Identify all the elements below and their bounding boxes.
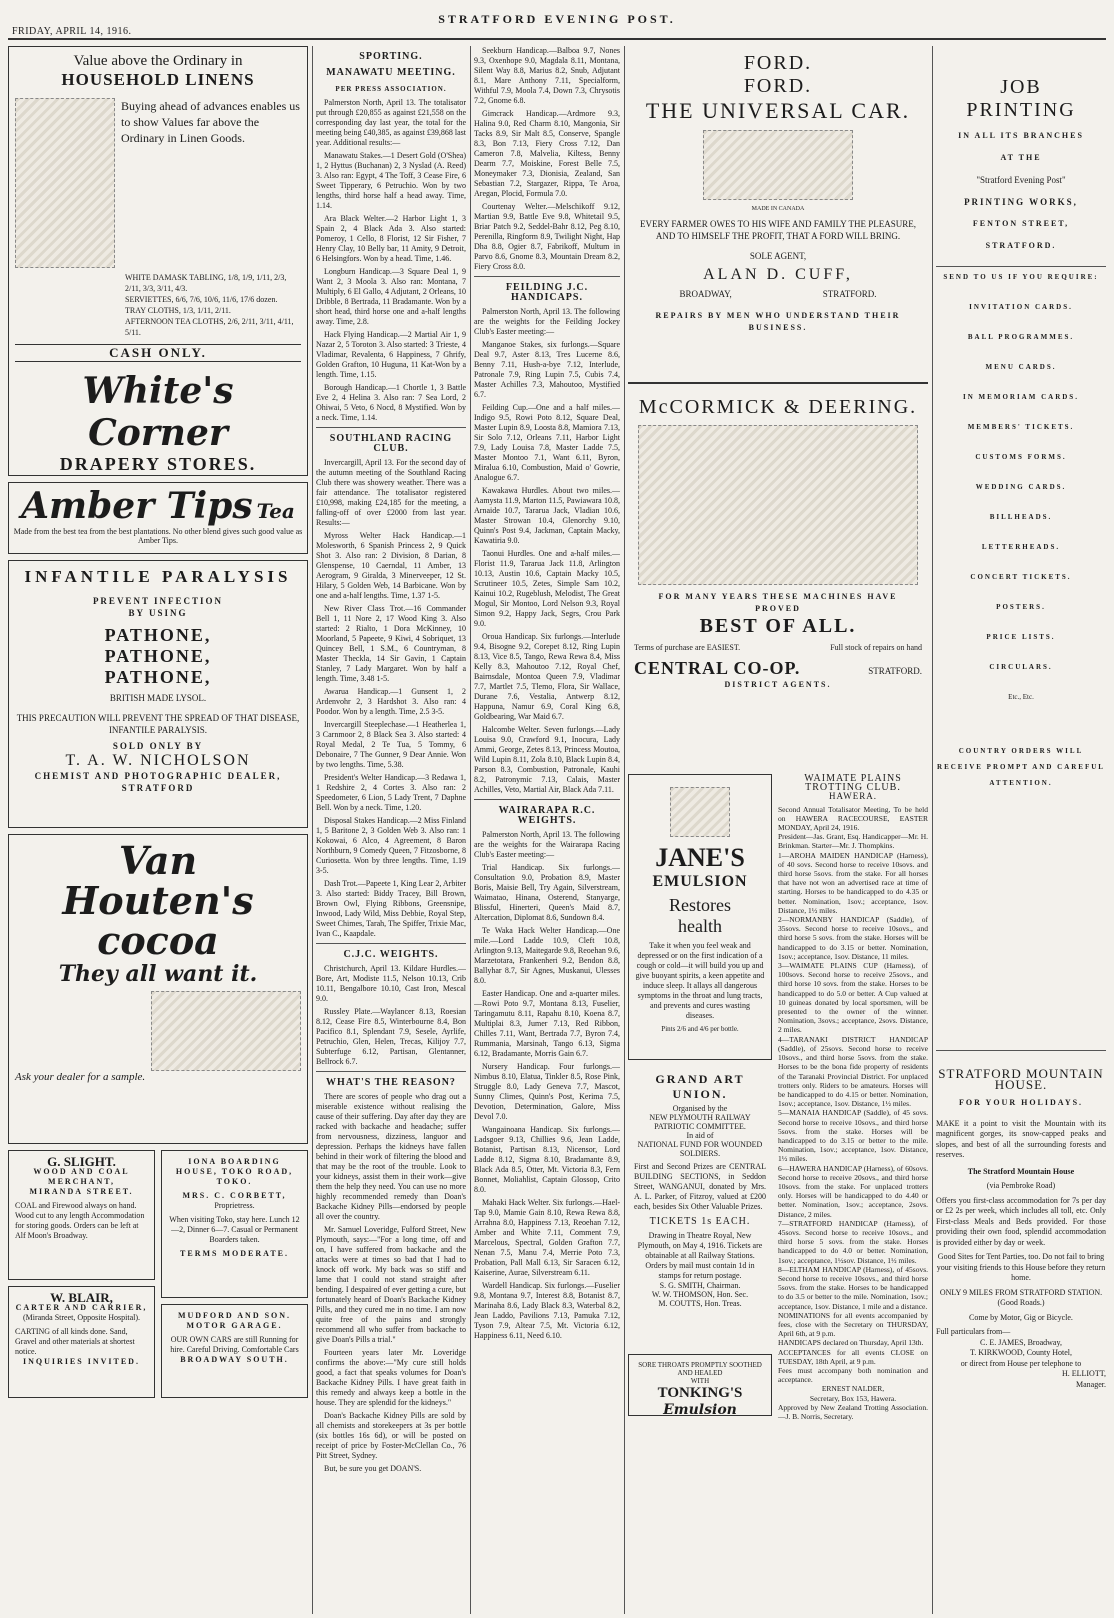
brand-line: JANE'S [655, 843, 745, 872]
ad-line: PREVENT INFECTION [92, 596, 224, 606]
image-caption: MADE IN CANADA [751, 206, 805, 212]
ad-footer: Ask your dealer for a sample. [15, 1071, 146, 1083]
article-paragraph: Palmerston North, April 13. The totalisator put through £20,855 as against £21,558 on the corresponding day last year, the total for the meeting being £40,385, as against £39,868 last year. Additional results:— [316, 98, 466, 147]
ad-g-slight [8, 1150, 155, 1280]
article-paragraph: Wangainoana Handicap. Six furlongs.—Ladsgoer 9.13, Chillies 9.6, Jean Ladde, Botanist, Partisan 8.13, Nicensor, Lord Ladde 8.12, Sigma 8.10, Bradamante 8.9, Black Ada 8.5, Otter, Mt. Victoria 8.3, Fern Bonnet, Moliahlist, Captain Glossop, Crito 8.0. [474, 1125, 620, 1194]
race-item: 3—WAIMATE PLAINS CUP (Harness), of 100sovs. Second horse to receive 25sovs., and third horse 10 sovs. from the stake. Horses to be handicapped to do 5.0 or better. A Cup valued at 10 guineas donated by local sportsmen, will be presented to the owner of the winner. Nomination, 3sovs.; acceptance, 2sovs. Distance, 2 miles. [778, 961, 928, 1035]
ad-title: JOB [1000, 76, 1042, 98]
ad-line: AT THE [1000, 153, 1042, 162]
column-sporting [316, 46, 466, 1614]
ad-title: Value above the Ordinary in [73, 53, 243, 69]
service-item: MENU CARDS. [985, 363, 1057, 371]
ad-body: Drawing in Theatre Royal, New Plymouth, on May 4, 1916. Tickets are obtainable at all Railway Stations. Orders by mail must contain 1d in stamps for return postage. [637, 1231, 763, 1280]
article-paragraph: But, be sure you get DOAN'S. [324, 1464, 422, 1473]
article-paragraph: Gimcrack Handicap.—Ardmore 9.3, Halina 9.0, Red Charm 8.10, Mangonia, Sir Tacks 8.9, Sir Malt 8.5, Conserve, Spangle 8.3, Bon 7.13, Fiery Cross 7.12, Dan Cameron 7.8, Malvelia, Kiltess, Benny Dearm 7.7, Moiskine, Forest Belle 7.5, Moneymaker 7.3, Dionisia, Zealand, San Sebastian 7.2, Stargazer, Rippa, Te Aroa, Aregan, Plocid, Formula 7.0. [474, 109, 620, 198]
agent-town: STRATFORD. [868, 666, 922, 676]
ad-price: TICKETS 1s EACH. [649, 1216, 751, 1227]
column-rule [624, 46, 625, 1614]
article-paragraph: Longburn Handicap.—3 Square Deal 1, 9 Want 2, 3 Moola 3. Also ran: Montana, 7 Multiply, 6 El Gallo, 4 Adjutant, 2 Orleans, 10 Dribble, 8 Bertrada, 11 Bradamante. Won by a short head, third horse one and a-half lengths away. Time, 2.8. [316, 267, 466, 326]
race-item: 6—HAWERA HANDICAP (Harness), of 60sovs. Second horse to receive 20sovs., and third horse 10sovs. from the stake. For unplaced trotters only. Horses will be handicapped to do 4.40 or better. Nomination, 1sov.; acceptance, 2sovs. Distance, 2 miles. [778, 1163, 928, 1219]
ad-paragraph: HANDICAPS declared on Thursday, April 13th. [778, 1338, 924, 1348]
column-ads-center [628, 46, 928, 1614]
article-heading: FEILDING J.C. HANDICAPS. [505, 282, 589, 303]
ad-white-linens [8, 46, 308, 476]
article-paragraph: Halcombe Welter. Seven furlongs.—Lady Louisa 9.0, Crawford 9.1, Inocura, Lady Ammi, George, Zetes 8.13, Princess Moutoa, Wild Lupin 8.11, Zola 8.10, Black Lupin 8.4, Parson 8.3, Combustion, Patronale, Kauhi 8.2, Patronymic 7.13, Calais, Master Achilles, Veto, Martial Air, Black Ada 7.11. [474, 725, 620, 794]
article-paragraph: Palmerston North, April 13. The following are the weights for the Wairarapa Racing Club's Easter meeting:— [474, 830, 620, 859]
service-item: CIRCULARS. [989, 663, 1053, 671]
seller-trade: CHEMIST AND PHOTOGRAPHIC DEALER, [34, 771, 282, 781]
article-heading: C.J.C. WEIGHTS. [343, 949, 439, 960]
ad-body: COAL and Firewood always on hand. Wood cut to any length Accommodation for storing goods. Orders can be left at Alf Moon's Broadway. [15, 1201, 145, 1240]
ad-line: NEW PLYMOUTH RAILWAY PATRIOTIC COMMITTEE. [649, 1113, 751, 1131]
product-name: PATHONE, [104, 646, 212, 666]
ad-town: STRATFORD [121, 783, 195, 793]
ad-slogan: health [678, 916, 722, 936]
service-item: Etc., Etc. [1008, 693, 1034, 701]
product-name: PATHONE, [104, 625, 212, 645]
ad-mudford [161, 1304, 308, 1398]
service-item: LETTERHEADS. [981, 543, 1061, 551]
ad-title: GRAND ART UNION. [655, 1072, 745, 1101]
article-paragraph: Oroua Handicap. Six furlongs.—Interlude 9.4, Bisogne 9.2, Corepet 8.12, Ring Lupin 8.13, Vice 8.5, Tango, Rewa Rewa 8.4, Miss Kelly 8.3, Mahoutoo 7.12, Royal Chef, Bairnsdale, Montoa Queen 7.9, Vladimar 7.7, Martlet 7.5, Tlemo, Flora, Sir Wallace, Durane 7.6, Vestalia, Antwerp 8.12, Happuna, Namur 6.9, Coral King 6.8, Goldbearing, War Maid 6.7. [474, 632, 620, 721]
ad-line: PRINTING WORKS, [964, 197, 1078, 207]
article-paragraph: There are scores of people who drag out a miserable existence without realising the cause of their suffering. Day after day they are racked with backache and headache; suffer from nervousness, dizziness, languor and depression. Perhaps the kidneys have fallen behind in their work of filtering the blood and that may be the root of the trouble. Look to your kidneys, assist them in their work—give them the help they need. You can use no more highly recommended remedy than Doan's Backache Kidney Pills—endorsed by people all over the country. [316, 1092, 466, 1221]
article-paragraph: Myross Welter Hack Handicap.—1 Molesworth, 6 Spanish Princess 2, 9 Quick Shot 3. Also ran: 2 Division, 8 Darian, 8 Glenspense, 10 Caerndal, 11 Amber, 13 Aerogram, 9 Giralda, 3 Minerveeper, 12 St. Hilary, 5 Golden Web, 14 Barbicane. Won by one and a-half lengths. Time, 1.37 1-5. [316, 531, 466, 600]
ad-paragraph: President—Jas. Grant, Esq. Handicapper—Mr. H. Brinkman. Starter—Mr. J. Thompkins. [778, 832, 928, 851]
service-item: BILLHEADS. [989, 513, 1053, 521]
ad-body: CARTING of all kinds done. Sand, Gravel and other materials at shortest notice. [15, 1327, 135, 1356]
article-paragraph: Awarua Handicap.—1 Gunsent 1, 2 Ardenvohr 2, 3 Hardshot 3. Also ran: 4 Poodor. Won by a length. Time, 2.5 3-5. [316, 687, 466, 716]
ad-art-union [628, 1066, 772, 1348]
column-ads-left [8, 46, 308, 1614]
official-name: M. COUTTS, Hon. Treas. [658, 1299, 742, 1308]
ad-warning: THIS PRECAUTION WILL PREVENT THE SPREAD OF THAT DISEASE, INFANTILE PARALYSIS. [16, 713, 300, 735]
contact-name: T. KIRKWOOD, County Hotel, [969, 1348, 1073, 1357]
article-heading: WHAT'S THE REASON? [326, 1077, 456, 1088]
ad-line: FOR YOUR HOLIDAYS. [958, 1098, 1084, 1107]
ad-body: First and Second Prizes are CENTRAL BUILDING SECTIONS, in Seddon Street, WANGANUI, donated by Mrs. A. L. Parker, of Fitzroy, valued at £200 each, besides Six Other Valuable Prizes. [634, 1162, 766, 1211]
ad-iona-boarding [161, 1150, 308, 1298]
service-item: CUSTOMS FORMS. [975, 453, 1067, 461]
ad-title: STRATFORD MOUNTAIN HOUSE. [938, 1066, 1104, 1092]
ad-janes-emulsion [628, 774, 772, 1060]
official-title: Secretary, Box 153, Hawera. [809, 1393, 897, 1403]
ad-line: Come by Motor, Gig or Bicycle. [969, 1312, 1073, 1322]
ad-slogan: BEST OF ALL. [699, 615, 857, 637]
article-paragraph: Mr. Samuel Loveridge, Fulford Street, New Plymouth, says:—"For a long time, off and on, I have suffered from backache and the attacks were at times so bad that I had to knock off work. My back was so stiff and lame that I could not stand straight after bending. I despaired of ever getting a cure, but fortunately heard of Doan's Backache Kidney Pills, and they cured me in no time. I am now quite free of the pains and strongly recommend all who suffer from backache to give Doan's Pills a trial." [316, 1225, 466, 1344]
ad-line: SEND TO US IF YOU REQUIRE: [943, 273, 1099, 281]
ad-tagline: Made from the best tea from the best plantations. No other blend gives such good value as Amber Tips. [13, 527, 303, 545]
service-item: WEDDING CARDS. [975, 483, 1067, 491]
ad-line: SOLD ONLY BY [112, 741, 204, 751]
article-paragraph: Manawatu Stakes.—1 Desert Gold (O'Shea) 1, 2 Hyttus (Buchanan) 2, 3 Nyslad (A. Reed) 3. Also ran: Egypt, 4 The Toff, 3 Cease Fire, 6 Sweet Tipperary, 6 Petruchio. Won by two lengths, third horse half a head away. Time, 1.14. [316, 151, 466, 210]
article-paragraph: Doan's Backache Kidney Pills are sold by all chemists and storekeepers at 3s per bottle (six bottles 16s 6d), or will be posted on receipt of price by Foster-McClellan Co., 76 Pitt Street, Sydney. [316, 1411, 466, 1460]
ad-slogan: Restores [669, 895, 731, 915]
column-ads-right [936, 46, 1106, 1614]
article-paragraph: Christchurch, April 13. Kildare Hurdles.—Bore, Art, Modiste 11.5, Nelson 10.13, Crib 10.11, Bengalbore 10.10, Cast Iron, Mescal 9.0. [316, 964, 466, 1003]
arrow-icon [670, 787, 730, 837]
article-heading: MANAWATU MEETING. [326, 67, 456, 78]
merchant-trade: MOTOR GARAGE. [186, 1321, 283, 1330]
ad-title: McCORMICK & DEERING. [638, 396, 918, 418]
slogan: They all want it. [58, 961, 258, 987]
ad-body: Good Sites for Tent Parties, too. Do not fail to bring your visiting friends to this House before they return home. [936, 1252, 1106, 1282]
price-item: SERVIETTES, 6/6, 7/6, 10/6, 11/6, 17/6 dozen. [125, 295, 278, 304]
ad-line: NATIONAL FUND FOR WOUNDED SOLDIERS. [637, 1140, 763, 1158]
article-paragraph: Nursery Handicap. Four furlongs.—Nimbus 8.10, Elatua, Tinkler 8.5, Rose Pink, Struggle 8.0, Lady Geneva 7.7, Mascot, Sunny Climes, Quinn's Post, Kerima 7.5, Devotion, Determination, Galore, Miss Devol 7.0. [474, 1062, 620, 1121]
illustration-hay-rake [638, 425, 918, 585]
brand-line: cocoa [97, 918, 219, 963]
ad-footer: INQUIRIES INVITED. [23, 1357, 140, 1366]
column-racing-weights [474, 46, 620, 1614]
product-sub: BRITISH MADE LYSOL. [109, 693, 207, 703]
manager-name: H. ELLIOTT, [1061, 1369, 1106, 1378]
ad-body: Buying ahead of advances enables us to show Values far above the Ordinary in Linen Goods. [121, 99, 300, 145]
ad-line: BY USING [128, 608, 188, 618]
ad-price: Pints 2/6 and 4/6 per bottle. [661, 1025, 739, 1033]
article-paragraph: Feilding Cup.—One and a half miles.—Indigo 9.5, Rowi Poto 8.12, Square Deal, Master Lupin 8.9, Loosta 8.8, Mamiora 7.13, Sir Solo 7.12, Orleans 7.11, Harbor Light 7.9, Lady Louisa 7.8, Master Ladde 7.5, Master Montoo 7.1, Want 6.11, Byron, Miralua 6.10, Combustion, Maid o' Gowrie, Analogue 6.7. [474, 403, 620, 482]
ad-mccormick-deering [628, 382, 928, 768]
ad-footer: REPAIRS BY MEN WHO UNDERSTAND THEIR BUSINESS. [655, 311, 901, 332]
ad-line: (via Pembroke Road) [986, 1181, 1056, 1190]
merchant-address: MIRANDA STREET. [29, 1187, 134, 1196]
ad-line: WITH [690, 1377, 710, 1385]
service-item: CONCERT TICKETS. [970, 573, 1072, 581]
ad-footer: TERMS MODERATE. [180, 1249, 289, 1258]
article-paragraph: Borough Handicap.—1 Chortle 1, 3 Battle Eve 2, 4 Helina 3. Also ran: 7 Sea Lord, 2 Ohiwai, 5 Veto, 6 Nocd, 8 Mystified. Won by a neck. Time, 1.14. [316, 383, 466, 422]
article-paragraph: Manganoe Stakes, six furlongs.—Square Deal 9.7, Aster 8.13, Tres Lucerne 8.6, Benny 7.11, Hush-a-bye 7.12, Interlude, Patronale 7.9, Ring Lupin 7.5, Cubis 7.4, Master Achilles 7.3, Mahoutoo, Mystified 6.7. [474, 340, 620, 399]
ad-body: EVERY FARMER OWES TO HIS WIFE AND FAMILY THE PLEASURE, AND TO HIMSELF THE PROFIT, THAT A FORD WILL BRING. [640, 219, 916, 241]
newspaper-title: STRATFORD EVENING POST. [438, 12, 676, 26]
ad-title: THE UNIVERSAL CAR. [645, 98, 911, 123]
article-heading: WAIRARAPA R.C. WEIGHTS. [498, 805, 596, 826]
column-rule [312, 46, 313, 1614]
ad-footer: Approved by New Zealand Trotting Association.—J. B. Norris, Secretary. [778, 1402, 928, 1422]
merchant-name: MUDFORD AND SON. [177, 1311, 292, 1320]
ad-paragraph: NOMINATIONS for all events accompanied by fees, close with the Secretary on THURSDAY, April 6th, at 9 p.m. [778, 1310, 928, 1339]
ad-terms: Terms of purchase are EASIEST. [634, 643, 741, 652]
service-item: POSTERS. [996, 603, 1046, 611]
service-item: PRICE LISTS. [986, 633, 1056, 641]
ad-line: ONLY 9 MILES FROM STRATFORD STATION. (Good Roads.) [939, 1287, 1103, 1307]
agent-town: STRATFORD. [822, 289, 877, 299]
article-paragraph: New River Class Trot.—16 Commander Bell 1, 11 Nore 2, 17 Wood King 3. Also started: 2 Rialto, 1 Dora McKinney, 10 Moorland, 5 Papeete, 9 Kiwi, 4 Sobriquet, 13 Quincey Bell, 1 S.M., 6 Countryman, 8 Master Theckla, 14 Sir Gavin, 1 Captain Stanley, 7 Lady Margaret. Won by half a length. Time, 3.48 1-5. [316, 604, 466, 683]
brand-line: EMULSION [652, 873, 748, 890]
ad-line: SOLE AGENT, [749, 251, 807, 261]
column-rule [470, 46, 471, 1614]
ad-footer: COUNTRY ORDERS WILL RECEIVE PROMPT AND CAREFUL ATTENTION. [937, 747, 1105, 787]
article-paragraph: Courtenay Welter.—Melschikoff 9.12, Martian 9.9, Battle Eve 9.8, Whitetail 9.5, Briar Patch 9.2, Seddel-Bahr 8.12, Peg 8.10, Perenilla, Ringform 8.9, Twilight Night, Hap Dha 8.8, Ogier 8.7, Fabrikoff, Multum in Parvo 8.6, Gnome 8.3, Mountain Dream 8.2, Fiery Cross 8.0. [474, 202, 620, 271]
agent-name: CENTRAL CO-OP. [634, 658, 801, 678]
ad-title: IONA BOARDING HOUSE, TOKO ROAD, TOKO. [175, 1157, 294, 1186]
ad-title: INFANTILE PARALYSIS [24, 567, 292, 586]
brand-line: Houten's [62, 878, 254, 923]
article-paragraph: Disposal Stakes Handicap.—2 Miss Finland 1, 5 Baritone 2, 3 Golden Web 3. Also ran: 1 Kokowai, 6 Alco, 4 Agreement, 8 Baron Northburn, 9 Comedy Queen, 7 Fitzosborne, 8 Curiosetta. Won by three lengths. Time, 1.19 3-5. [316, 816, 466, 875]
column-rule [932, 46, 933, 1614]
brand-line: FORD. [743, 75, 813, 97]
race-item: 4—TARANAKI DISTRICT HANDICAP (Saddle), of 25sovs. Second horse to receive 10sovs., and third horse 5sovs. from the stake. Horses to be the bona fide property of residents of the Taranaki Provincial District. For unplaced trotters only. Riders to be amateurs. Horses will be handicapped to do 4.15 or better. Nomination, 1sov.; acceptance, 1sov. Distance, 1½ miles. [778, 1034, 928, 1109]
article-paragraph: Easter Handicap. One and a-quarter miles.—Rowi Poto 9.7, Montana 8.13, Fuselier, Taringamutu 8.11, Rapahu 8.10, Koena 8.7, Multiplai 8.3, Jumer 7.13, Red Ribbon, Chilles 7.11, Want, Bertrada 7.7, Byron 7.4, Rummania, Marsinah, Tango 6.13, Sigma 6.12, Bradamante, Morris Gain 6.7. [474, 989, 620, 1058]
ad-w-blair [8, 1286, 155, 1398]
product-name: PATHONE, [104, 667, 212, 687]
ad-ford [628, 46, 928, 376]
brand-line: Van [118, 838, 198, 883]
article-paragraph: Mahaki Hack Welter. Six furlongs.—Hael-Tap 9.0, Mamie Gain 8.10, Rewa Rewa 8.8, Arrahna 8.0, Happiness 7.13, Reoehan 7.12, Amber and White 7.11, Comment 7.9, Marcelous, Spectral, Golden Grafton 7.7, Nenan 7.5, Manu 7.4, Merrie Poto 7.3, Probation, Pall Mall 6.13, Sir Saracen 6.12, Kaiserine, Aurae, Silverstream 6.11. [474, 1198, 620, 1277]
merchant-trade: WOOD AND COAL MERCHANT, [33, 1167, 130, 1186]
price-item: TRAY CLOTHS, 1/3, 1/11, 2/11. [125, 306, 231, 315]
illustration-woman-linens [15, 98, 115, 268]
ad-footer: DISTRICT AGENTS. [724, 680, 832, 689]
ad-terms: Full stock of repairs on hand [830, 643, 922, 652]
ad-body: MAKE it a point to visit the Mountain with its magnificent gorges, its snow-capped peaks and slopes, and best of all the surrounding forests and reserves. [936, 1118, 1106, 1159]
race-item: 5—MANAIA HANDICAP (Saddle), of 45 sovs. Second horse to receive 10sovs., and third horse 5sovs. from the stake. Horses will be handicapped to do 3.15 or better to the mile. Nomination, 1sov.; acceptance, 1sov. Distance, 1½ miles. [778, 1108, 928, 1164]
article-paragraph: Ara Black Welter.—2 Harbor Light 1, 3 Spain 2, 4 Black Ada 3. Also started: Pomeroy, 1 Cello, 8 Florist, 12 Sir Fisher, 7 Henry Clay, 10 Belly bar, 11 Amity, 9 Detroit, 6 Helsingfors. Won by a head. Time, 1.46. [316, 214, 466, 263]
ad-waimate-plains [778, 774, 928, 1422]
merchant-trade: CARTER AND CARRIER, [15, 1303, 148, 1312]
ad-address: FENTON STREET, [972, 219, 1070, 228]
article-paragraph: Russley Plate.—Waylancer 8.13, Roesian 8.12, Cease Fire 8.5, Winterbourne 8.4, Bon Pacifico 8.1, Splendant 7.9, Sesele, Ayrlife, Petruchio, Glen, Helen, Trecas, Kilijoy 7.7, Subterfuge 6.12, Partisan, Glentanner, Bellrock 6.7. [316, 1007, 466, 1066]
article-paragraph: Palmerston North, April 13. The following are the weights for the Feilding Jockey Club's Easter meeting:— [474, 307, 620, 336]
ad-job-printing [936, 46, 1106, 1046]
ad-line: or direct from House per telephone to [960, 1358, 1082, 1368]
ad-line: Organised by the [672, 1104, 728, 1113]
ad-line: SORE THROATS PROMPTLY SOOTHED AND HEALED [638, 1361, 762, 1377]
publisher-name: "Stratford Evening Post" [976, 175, 1066, 185]
service-item: MEMBERS' TICKETS. [967, 423, 1075, 431]
merchant-address: (Miranda Street, Opposite Hospital). [22, 1313, 141, 1322]
article-paragraph: Fourteen years later Mr. Loveridge confirms the above:—"My cure still holds good, a fact that speaks volumes for Doan's Backache Kidney Pills. I have great faith in this remedy and always keep a bottle in the house. They are splendid for the kidneys." [316, 1348, 466, 1407]
brand-tea: Tea [256, 499, 295, 523]
article-paragraph: Invercargill Steeplechase.—1 Heatherlea 1, 3 Carnmoor 2, 8 Black Sea 3. Also started: 4 Royal Medal, 2 Te Tua, 5 Tommy, 6 Debonaire, 7 The Gunner, 9 Dear Annie. Won by two lengths. Time, 5.38. [316, 720, 466, 769]
brand-line: FORD. [743, 52, 813, 74]
ad-tonkings [628, 1354, 772, 1416]
proprietor: MRS. C. CORBETT, [182, 1191, 287, 1200]
ad-line: Full particulars from— [936, 1327, 1011, 1336]
manager-title: Manager. [1076, 1379, 1106, 1389]
ad-body: When visiting Toko, stay here. Lunch 12—2, Dinner 6—7. Casual or Permanent Boarders taken. [169, 1215, 300, 1244]
ad-town: HAWERA. [828, 791, 878, 802]
brand-drapery: DRAPERY STORES. [59, 454, 257, 474]
service-item: BALL PROGRAMMES. [967, 333, 1075, 341]
illustration-woman-cocoa [151, 991, 301, 1071]
article-paragraph: Hack Flying Handicap.—2 Martial Air 1, 9 Nazar 2, 5 Toroton 3. Also started: 3 Trieste, 4 Vladimar, Revalenta, 6 Happiness, 7 Ghrify, Golden Grafton, 10 Huguna, 11 Kat-Won by a length. Time, 1.15. [316, 330, 466, 379]
brand-whites-corner: White's Corner [82, 370, 234, 454]
agent-address: BROADWAY, [679, 289, 732, 299]
article-paragraph: Taonui Hurdles. One and a-half miles.—Florist 11.9, Tararua Jack 11.8, Arlington 10.13, Austin 10.6, Captain Macky 10.5, Scrutineer 10.5, Zetes, Simple Sam 10.2, Kainui 10.2, Rugeblush, Melodist, The Great Mogul, Sir Montoo, Lord Nelson 9.3, Royal Simon 9.2, Happy Jack, Segrs, Crou Park 9.0. [474, 549, 620, 628]
ad-town: STRATFORD. [985, 241, 1057, 250]
price-item: WHITE DAMASK TABLING, 1/8, 1/9, 1/11, 2/3, 2/11, 3/3, 3/11, 4/3. [125, 273, 287, 293]
article-paragraph: Wardell Handicap. Six furlongs.—Fuselier 9.8, Montana 9.7, Interest 8.8, Botanist 8.7, Marinaha 8.6, Lady Black 8.3, Waterbal 8.2, Jean Laddo, Pavilions 7.13, Pamuka 7.12, Tyson 7.9, Altear 7.5, Mt. Victoria 6.12, Happiness 6.11, Need 6.10. [474, 1281, 620, 1340]
article-paragraph: Invercargill, April 13. For the second day of the autumn meeting of the Southland Racing Club there was showery weather. There was a fair attendance. The totalisator registered £10,998, making £24,185 for the meeting, a falling-off of over £2000 from last year. Results:— [316, 458, 466, 527]
ad-van-houtens-cocoa [8, 834, 308, 1144]
merchant-address: BROADWAY SOUTH. [180, 1355, 289, 1364]
race-item: 8—ELTHAM HANDICAP (Harness), of 45sovs. Second horse to receive 10sovs., and third horse 5sovs. from the stake. Horses to be handicapped to do 3.5 or better to the mile. Nomination, 1sov.; acceptance, 1sov. Distance, 1 mile and a distance. [778, 1264, 928, 1311]
merchant-name: W. BLAIR, [50, 1290, 113, 1305]
service-item: IN MEMORIAM CARDS. [963, 393, 1079, 401]
brand-amber-tips: Amber Tips [21, 485, 253, 527]
brand-line: Emulsion [663, 1402, 737, 1416]
ad-amber-tips [8, 482, 308, 554]
service-item: INVITATION CARDS. [969, 303, 1073, 311]
ad-paragraph: ACCEPTANCES for all events CLOSE on TUESDAY, 18th April, at 9 p.m. [778, 1347, 928, 1366]
masthead [8, 4, 1106, 40]
ad-title: WAIMATE PLAINS TROTTING CLUB. [804, 773, 902, 794]
illustration-ford-car [703, 130, 853, 200]
article-byline: PER PRESS ASSOCIATION. [335, 85, 447, 93]
race-item: 1—AROHA MAIDEN HANDICAP (Harness), of 40 sovs. Second horse to receive 10sovs. and third horse 5sovs. from the stake. For all horses that have not won an advertised race at time of starting. Horses to be handicapped to do 4.35 or better. Nomination, 1sov.; acceptance, 1sov. Distance, 1½ miles. [778, 850, 928, 915]
contact-name: C. E. JAMES, Broadway, [980, 1337, 1062, 1347]
price-item: AFTERNOON TEA CLOTHS, 2/6, 2/11, 3/11, 4/11, 5/11. [125, 317, 294, 337]
official-name: ERNEST NALDER, [821, 1384, 885, 1394]
article-paragraph: Trial Handicap. Six furlongs.—Consultation 9.0, Probation 8.9, Master Boris, Maisie Bell, Try Again, Silverstream, Waimatao, Hinana, Osterend, Stanyarge, Blissful, Hinerteri, Queen's Maid 8.7, Altercation, Diplomat 8.6, Sundown 8.4. [474, 863, 620, 922]
proprietor-title: Proprietress. [214, 1201, 255, 1210]
ad-mountain-house [936, 1055, 1106, 1390]
ad-line: IN ALL ITS BRANCHES [958, 131, 1084, 140]
issue-date: FRIDAY, APRIL 14, 1916. [12, 26, 132, 37]
ad-paragraph: Fees must accompany both nomination and acceptance. [778, 1366, 928, 1385]
race-item: 7—STRATFORD HANDICAP (Harness), of 45sovs. Second horse to receive 10sovs., and third horse 5 sovs. from the stake. Horses handicapped to do 4.0 or better. Nomination, 1sov.; acceptance, 1½sov. Distance, 1½ miles. [778, 1218, 928, 1265]
article-paragraph: Kawakawa Hurdles. About two miles.—Aamysta 11.9, Marton 11.5, Pawiawara 10.8, Arnaide 10.7, Tararua Jack, Vladian 10.6, Master Strowan 10.4, Glenorchy 9.10, Quinn's Post 9.4, Jackman, Captain Macky, Kawatiria 9.0. [474, 486, 620, 545]
ad-body: Take it when you feel weak and depressed or on the first indication of a cough or cold—it will build you up and give buoyant spirits, a keen appetite and induce sleep. It allays all dangerous symptoms in the throat and lung tracts, and prevents and cures wasting diseases. [635, 941, 765, 1020]
ad-paragraph: Second Annual Totalisator Meeting, To be held on HAWERA RACECOURSE, EASTER MONDAY, April 24, 1916. [778, 804, 928, 833]
article-heading: SOUTHLAND RACING CLUB. [329, 433, 453, 454]
section-heading: SPORTING. [359, 51, 423, 62]
seller-name: T. A. W. NICHOLSON [65, 752, 251, 769]
article-paragraph: Te Waka Hack Welter Handicap.—One mile.—Lord Ladde 10.9, Cleft 10.8, Arlington 9.13, Maitegarde 9.8, Reoehan 9.6, Marzetotara, Frankenheri 9.2, Bendon 8.8, Ballyhar 8.7, Sir Agnes, Muskanui, Ulesses 8.0. [474, 926, 620, 985]
agent-name: ALAN D. CUFF, [703, 266, 853, 283]
brand-line: TONKING'S [657, 1385, 743, 1401]
ad-line: In aid of [686, 1131, 714, 1140]
ad-body: Offers you first-class accommodation for 7s per day or £2 2s per week, which includes all toll, etc. Only First-class Meals and Beds provided. For those providing their own food, splendid accommodation is provided either by day or week. [936, 1195, 1106, 1247]
race-item: 2—NORMANBY HANDICAP (Saddle), of 35sovs. Second horse to receive 10sovs., and third horse 5 sovs. from the stake. Horses will be handicapped to do 3.15 or better. Nomination, 1sov.; acceptance, 1sov. Distance, 11 miles. [778, 915, 928, 961]
article-paragraph: Dash Trot.—Papeete 1, King Lear 2, Arbiter 3. Also started: Biddy Tracey, Bill Brown, Brown Owl, Flying Ribbons, Greensnipe, Inwood, Lady Wild, Miss Debbie, Royal Step, Sweet Chimes, Tarah, The Spiffer, Trixie Mac, Ivan C., Kaapdale. [316, 879, 466, 938]
ad-title: PRINTING [966, 99, 1076, 121]
ad-line: FOR MANY YEARS THESE MACHINES HAVE PROVED [658, 592, 898, 613]
article-paragraph: President's Welter Handicap.—3 Redawa 1, 1 Redshire 2, 4 Cortes 3. Also ran: 2 Speedometer, 6 Lion, 5 Lady Trent, 7 Daphne Bell. Won by a neck. Time, 1.20. [316, 773, 466, 812]
merchant-name: G. SLIGHT. [47, 1154, 116, 1169]
ad-pathone [8, 560, 308, 828]
ad-body: OUR OWN CARS are still Running for hire. Careful Driving. Comfortable Cars [170, 1335, 299, 1354]
ad-title-main: HOUSEHOLD LINENS [61, 70, 255, 89]
official-name: S. G. SMITH, Chairman. [659, 1281, 741, 1290]
house-name: The Stratford Mountain House [967, 1166, 1075, 1176]
article-paragraph: Seekburn Handicap.—Balboa 9.7, Nones 9.3, Oxenhope 9.0, Magdala 8.11, Montana, Silent Way 8.8, Marius 8.2, Snub, Adjutant 8.1, Mare Anthony 7.11, Specialform, Withful 7.9, Moola 7.4, Down 7.3, Chrysotis 7.2, Gnome 6.8. [474, 46, 620, 105]
official-name: W. W. THOMSON, Hon. Sec. [651, 1290, 749, 1299]
cash-only: CASH ONLY. [15, 344, 301, 362]
